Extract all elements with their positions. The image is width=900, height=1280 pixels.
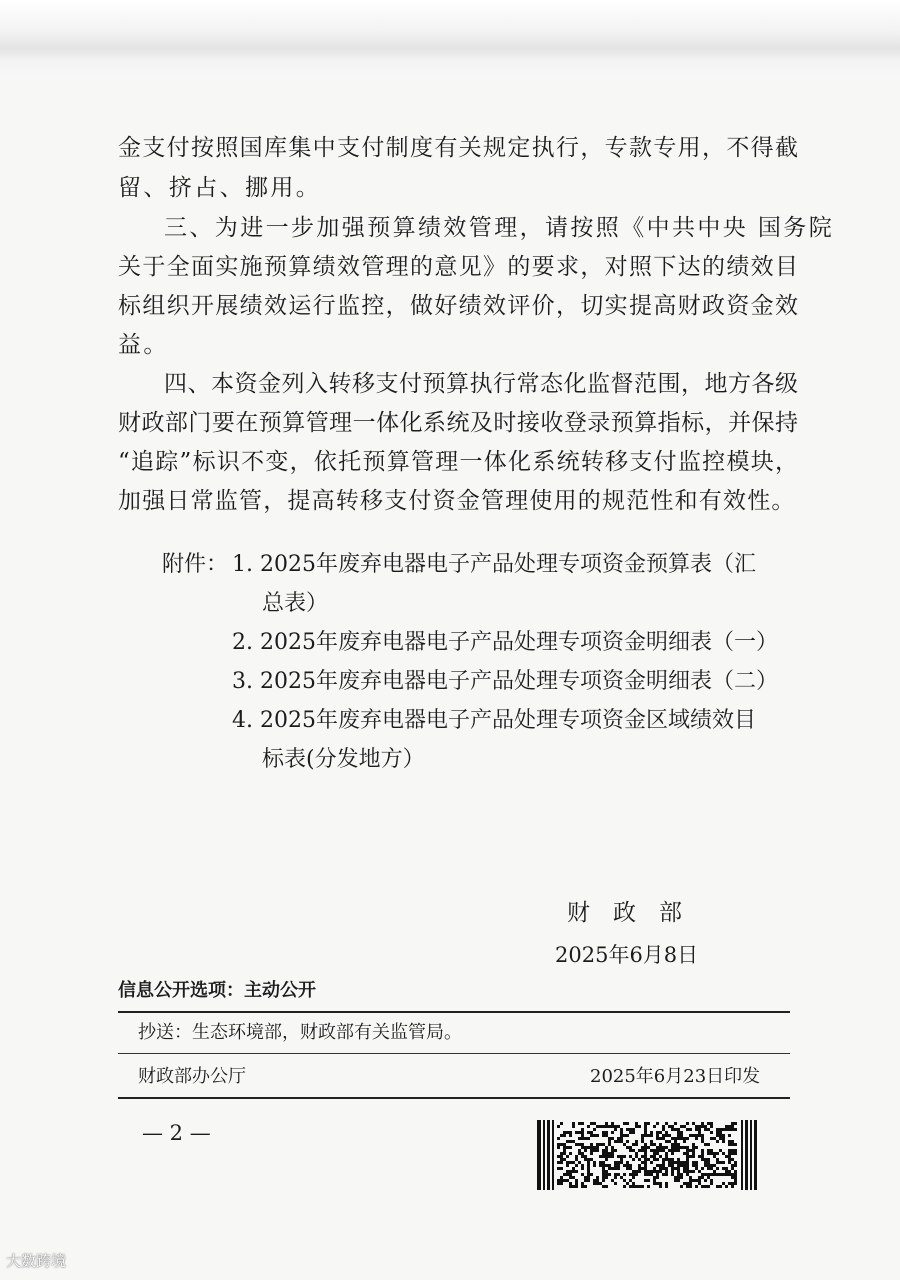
divider [118,1053,790,1054]
attachment-item: 标表(分发地方） [262,747,425,772]
disclosure-option: 信息公开选项：主动公开 [118,980,316,1001]
attachment-item: 3. 2025年废弃电器电子产品处理专项资金明细表（二） [232,669,778,694]
body-line: 留、挤占、挪用。 [118,175,322,201]
body-line: 关于全面实施预算绩效管理的意见》的要求，对照下达的绩效目 [118,254,798,280]
body-line: 三、为进一步加强预算绩效管理，请按照《中共中央 国务院 [164,215,835,241]
body-line: 财政部门要在预算管理一体化系统及时接收登录预算指标，并保持 [118,410,798,436]
issuer-name: 财 政 部 [567,900,682,926]
issue-date: 2025年6月8日 [555,943,699,967]
watermark: 大数跨境 [6,1252,67,1270]
body-line: 益。 [118,332,169,358]
attachment-item: 1. 2025年废弃电器电子产品处理专项资金预算表（汇 [232,552,756,577]
cc-line: 抄送：生态环境部，财政部有关监管局。 [138,1022,462,1043]
body-line: 四、本资金列入转移支付预算执行常态化监督范围，地方各级 [164,371,798,397]
barcode-icon [535,1120,757,1190]
issuing-office: 财政部办公厅 [138,1066,246,1087]
attachment-item: 总表） [262,591,329,616]
attachment-item: 4. 2025年废弃电器电子产品处理专项资金区域绩效目 [232,708,756,733]
print-date: 2025年6月23日印发 [590,1066,761,1087]
divider [118,1011,790,1013]
attachment-label: 附件： [162,552,229,577]
attachment-item: 2. 2025年废弃电器电子产品处理专项资金明细表（一） [232,630,778,655]
body-line: 加强日常监管，提高转移支付资金管理使用的规范性和有效性。 [118,488,796,514]
body-line: 标组织开展绩效运行监控，做好绩效评价，切实提高财政资金效 [118,293,798,319]
body-line: 金支付按照国库集中支付制度有关规定执行，专款专用，不得截 [118,135,798,161]
divider [118,1097,790,1099]
body-line: “追踪”标识不变，依托预算管理一体化系统转移支付监控模块， [118,449,798,475]
page-number: — 2 — [142,1121,211,1145]
